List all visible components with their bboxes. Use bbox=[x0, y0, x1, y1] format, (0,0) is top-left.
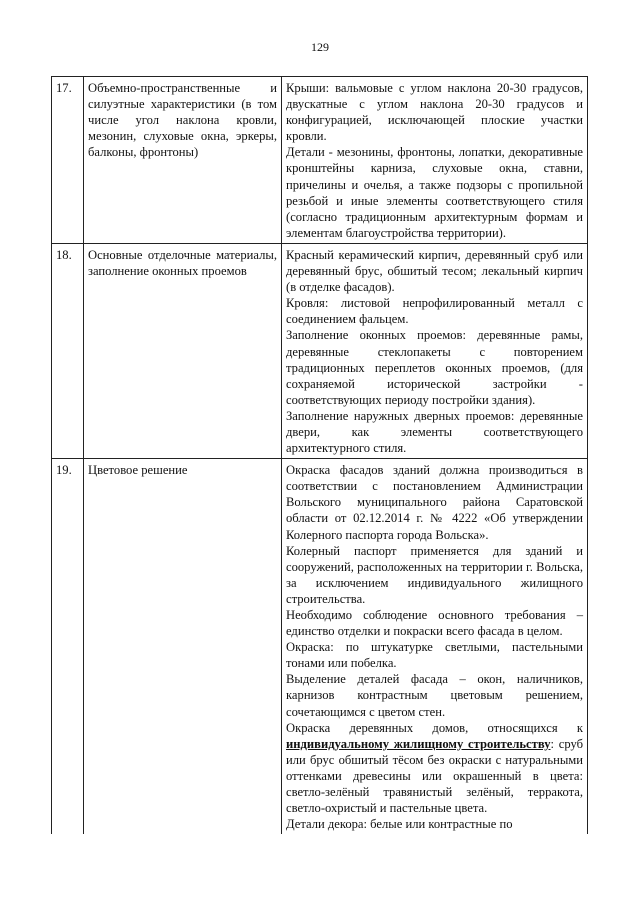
row-characteristic: Объемно-пространственные и силуэтные характеристики (в том числе угол наклона кровли, мезонин, слуховые окна, эркеры, балконы, фронтоны) bbox=[84, 77, 282, 244]
description-paragraph: Окраска: по штукатурке светлыми, пастельными тонами или побелка. bbox=[286, 640, 583, 671]
description-paragraph: Красный керамический кирпич, деревянный сруб или деревянный брус, обшитый тесом; лекальный кирпич (в отделке фасадов). bbox=[286, 247, 583, 295]
description-paragraph: Кровля: листовой непрофилированный металл с соединением фальцем. bbox=[286, 296, 583, 327]
table-row bbox=[52, 459, 588, 835]
description-paragraph: Выделение деталей фасада – окон, наличников, карнизов контрастным цветовым решением, сочетающимся с цветом стен. bbox=[286, 672, 583, 719]
wood-coloring-text-start: Окраска деревянных домов, относящихся к bbox=[286, 720, 583, 735]
wood-coloring-text-end: : сруб или брус обшитый тёсом без окраски с натуральными оттенками древесины или окрашенный в цвета: светло-зелёный травянистый зелёный, терракота, светло-охристый и пастельные цвета. bbox=[286, 736, 584, 816]
description-paragraph-continued: Детали декора: белые или контрастные по bbox=[286, 817, 513, 832]
row-number: 19. bbox=[52, 459, 84, 835]
description-paragraph: Заполнение наружных дверных проемов: деревянные двери, как элементы соответствующего архитектурного стиля. bbox=[286, 408, 583, 456]
description-paragraph: Крыши: вальмовые с углом наклона 20-30 градусов, двускатные с углом наклона 20-30 градусов и конфигурацией, исключающей плоские участки кровли. bbox=[286, 81, 583, 144]
description-paragraph: Заполнение оконных проемов: деревянные рамы, деревянные стеклопакеты с повторением традиционных переплетов оконных проемов, (для сохраняемой исторической застройки - соответствующих периоду постройки здания). bbox=[286, 328, 583, 407]
row-description bbox=[282, 77, 588, 244]
row-characteristic: Основные отделочные материалы, заполнение оконных проемов bbox=[84, 243, 282, 458]
description-paragraph: Необходимо соблюдение основного требования – единство отделки и покраски всего фасада в целом. bbox=[286, 608, 583, 639]
row-number: 17. bbox=[52, 77, 84, 244]
description-paragraph: Детали - мезонины, фронтоны, лопатки, декоративные кронштейны карниза, слуховые окна, ставни, причелины и очелья, а также подзоры с пропильной резьбой и иные элементы соответствующего стиля (согласно традиционным архитектурным формам и элементам благоустройства территории). bbox=[286, 145, 583, 240]
row-description bbox=[282, 459, 588, 835]
description-paragraph: Колерный паспорт применяется для зданий и сооружений, расположенных на территории г. Вольска, за исключением индивидуального жилищного строительства. bbox=[286, 543, 583, 606]
wood-coloring-paragraph bbox=[286, 720, 583, 817]
row-number: 18. bbox=[52, 243, 84, 458]
row-description bbox=[282, 243, 588, 458]
table-row bbox=[52, 243, 588, 458]
description-paragraph: Окраска фасадов зданий должна производиться в соответствии с постановлением Администрации Вольского муниципального района Саратовской области от 02.12.2014 г. № 4222 «Об утверждении Колерного паспорта города Вольска». bbox=[286, 463, 583, 542]
wood-coloring-emphasis: индивидуальному жилищному строительству bbox=[286, 736, 551, 751]
requirements-table bbox=[51, 76, 588, 834]
table-row bbox=[52, 77, 588, 244]
row-characteristic: Цветовое решение bbox=[84, 459, 282, 835]
page-number: 129 bbox=[311, 40, 329, 54]
